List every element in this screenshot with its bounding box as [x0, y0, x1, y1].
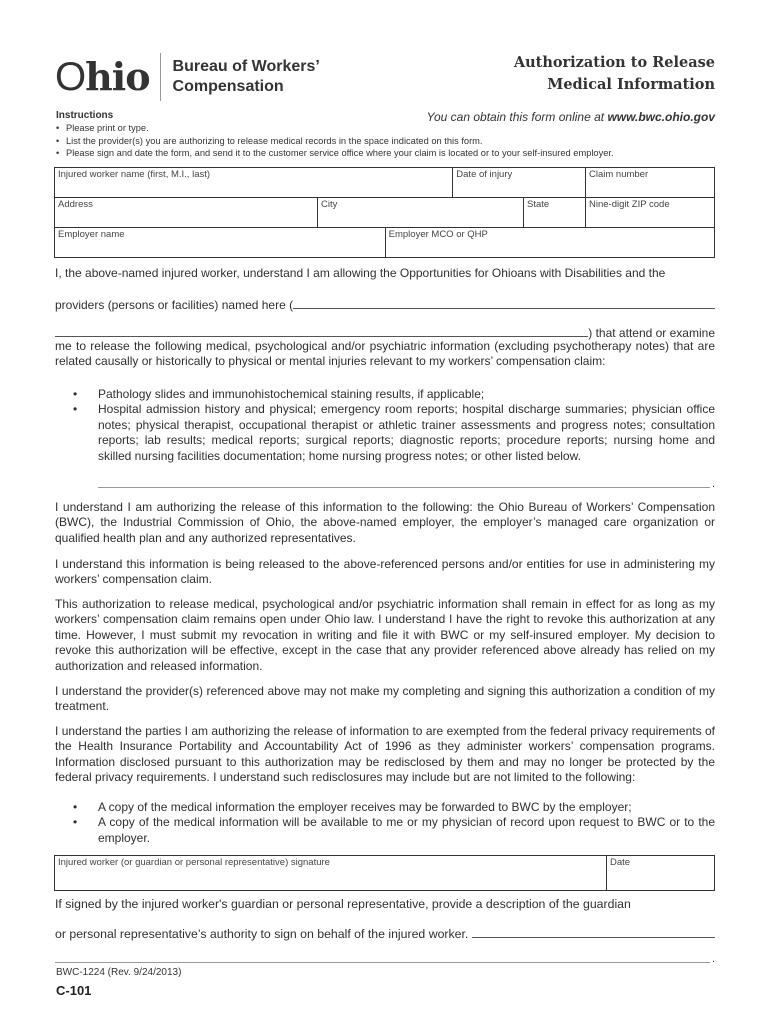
website-link[interactable]: www.bwc.ohio.gov [607, 110, 715, 124]
address-field[interactable]: Address [55, 198, 318, 228]
paragraph-recipients: I understand I am authorizing the release of this information to the following: the Ohio Bureau of Workers’ Compensation (BWC), the Industrial Commission of Ohio, the above-named employer, the employer’s managed care organization or qualified health plan and any authorized representatives. [55, 500, 715, 545]
state-field[interactable]: State [524, 198, 586, 228]
list-item: • A copy of the medical information will be available to me or my physician of record upon request to BWC or to the employer. [73, 815, 715, 845]
form-number: BWC-1224 (Rev. 9/24/2013) [56, 967, 182, 978]
providers-input-line-2[interactable] [55, 324, 588, 337]
authorization-statement: I, the above-named injured worker, understand I am allowing the Opportunities for Ohioans with Disabilities and the [55, 266, 666, 280]
signature-date-field[interactable]: Date [607, 856, 715, 891]
claim-number-field[interactable]: Claim number [586, 168, 715, 198]
employer-mco-field[interactable]: Employer MCO or QHP [385, 228, 714, 258]
form-code: C-101 [56, 983, 92, 998]
input-line [55, 962, 710, 963]
agency-name: Bureau of Workers’ Compensation [172, 58, 320, 95]
guardian-authority-line: or personal representative’s authority to sign on behalf of the injured worker. [55, 925, 715, 942]
guardian-instruction: If signed by the injured worker's guardian or personal representative, provide a description of the guardian [55, 897, 631, 911]
injured-worker-name-field[interactable]: Injured worker name (first, M.I., last) [55, 168, 453, 198]
paragraph-condition: I understand the provider(s) referenced above may not make my completing and signing this authorization a condition of my treatment. [55, 684, 715, 714]
signature-table [54, 855, 715, 891]
employer-name-field[interactable]: Employer name [55, 228, 386, 258]
logo-divider [160, 53, 161, 101]
guardian-authority-line-2[interactable] [55, 962, 710, 963]
release-description: me to release the following medical, psychological and/or psychiatric information (excluding psychotherapy notes) that are related causally or historically to physical or mental injuries relevant to my workers’ compensation claim: [55, 339, 715, 369]
online-note: You can obtain this form online at www.bwc.ohio.gov [426, 110, 715, 124]
date-of-injury-field[interactable]: Date of injury [453, 168, 586, 198]
guardian-authority-input[interactable] [472, 925, 715, 938]
providers-line: providers (persons or facilities) named here ( [55, 296, 715, 313]
ohio-bwc-logo [55, 52, 320, 102]
list-item: • Pathology slides and immunohistochemical staining results, if applicable; [73, 387, 485, 401]
list-item: • Hospital admission history and physical; emergency room reports; hospital discharge summaries; physician office notes; physical therapist, occupational therapist or athletic trainer assessments and progress notes; consultation reports; lab results; medical reports; surgical reports; diagnostic reports; procedure reports; nursing home and skilled nursing facilities documentation; home nursing progress notes; or other listed below. [73, 402, 715, 463]
instruction-item: • List the provider(s) you are authorizing to release medical records in the space indicated on this form. [56, 135, 614, 147]
signature-field[interactable]: Injured worker (or guardian or personal representative) signature [55, 856, 607, 891]
paragraph-purpose: I understand this information is being released to the above-referenced persons and/or entities for use in administering my workers’ compensation claim. [55, 557, 715, 587]
providers-input-line-1[interactable] [293, 296, 715, 309]
line-end-mark: . [712, 953, 716, 965]
line-end-mark: . [712, 478, 716, 490]
records-list [73, 387, 715, 464]
instructions-title: Instructions [56, 110, 114, 121]
instructions [56, 110, 614, 160]
worker-info-table [54, 167, 715, 258]
zip-code-field[interactable]: Nine-digit ZIP code [586, 198, 715, 228]
instruction-item: • Please print or type. [56, 122, 614, 134]
paragraph-hipaa: I understand the parties I am authorizing the release of information to are exempted from the federal privacy requirements of the Health Insurance Portability and Accountability Act of 1996 as they administer workers’ compensation programs. Information disclosed pursuant to this authorization may be redisclosed by them and may no longer be protected by the federal privacy requirements. I understand such redisclosures may include but are not limited to the following: [55, 724, 715, 785]
list-item: • A copy of the medical information the employer receives may be forwarded to BWC by the employer; [73, 800, 632, 814]
instruction-item: • Please sign and date the form, and send it to the customer service office where your claim is located or to your self-insured employer. [56, 147, 614, 159]
paragraph-duration: This authorization to release medical, psychological and/or psychiatric information shall remain in effect for as long as my workers’ compensation claim remains open under Ohio law. I understand I have the right to revoke this authorization at any time. However, I must submit my revocation in writing and file it with BWC or my self-insured employer. My decision to revoke this authorization will be effective, except in the case that any provider referenced above already has relied on my authorization and released information. [55, 597, 715, 673]
form-title: Authorization to Release Medical Information [513, 54, 715, 93]
redisclosure-list [73, 800, 715, 846]
city-field[interactable]: City [318, 198, 524, 228]
other-records-line[interactable] [98, 487, 710, 488]
providers-line-2: ) that attend or examine [55, 324, 715, 341]
ohio-wordmark: Ohio [55, 54, 150, 99]
input-line [98, 487, 710, 488]
